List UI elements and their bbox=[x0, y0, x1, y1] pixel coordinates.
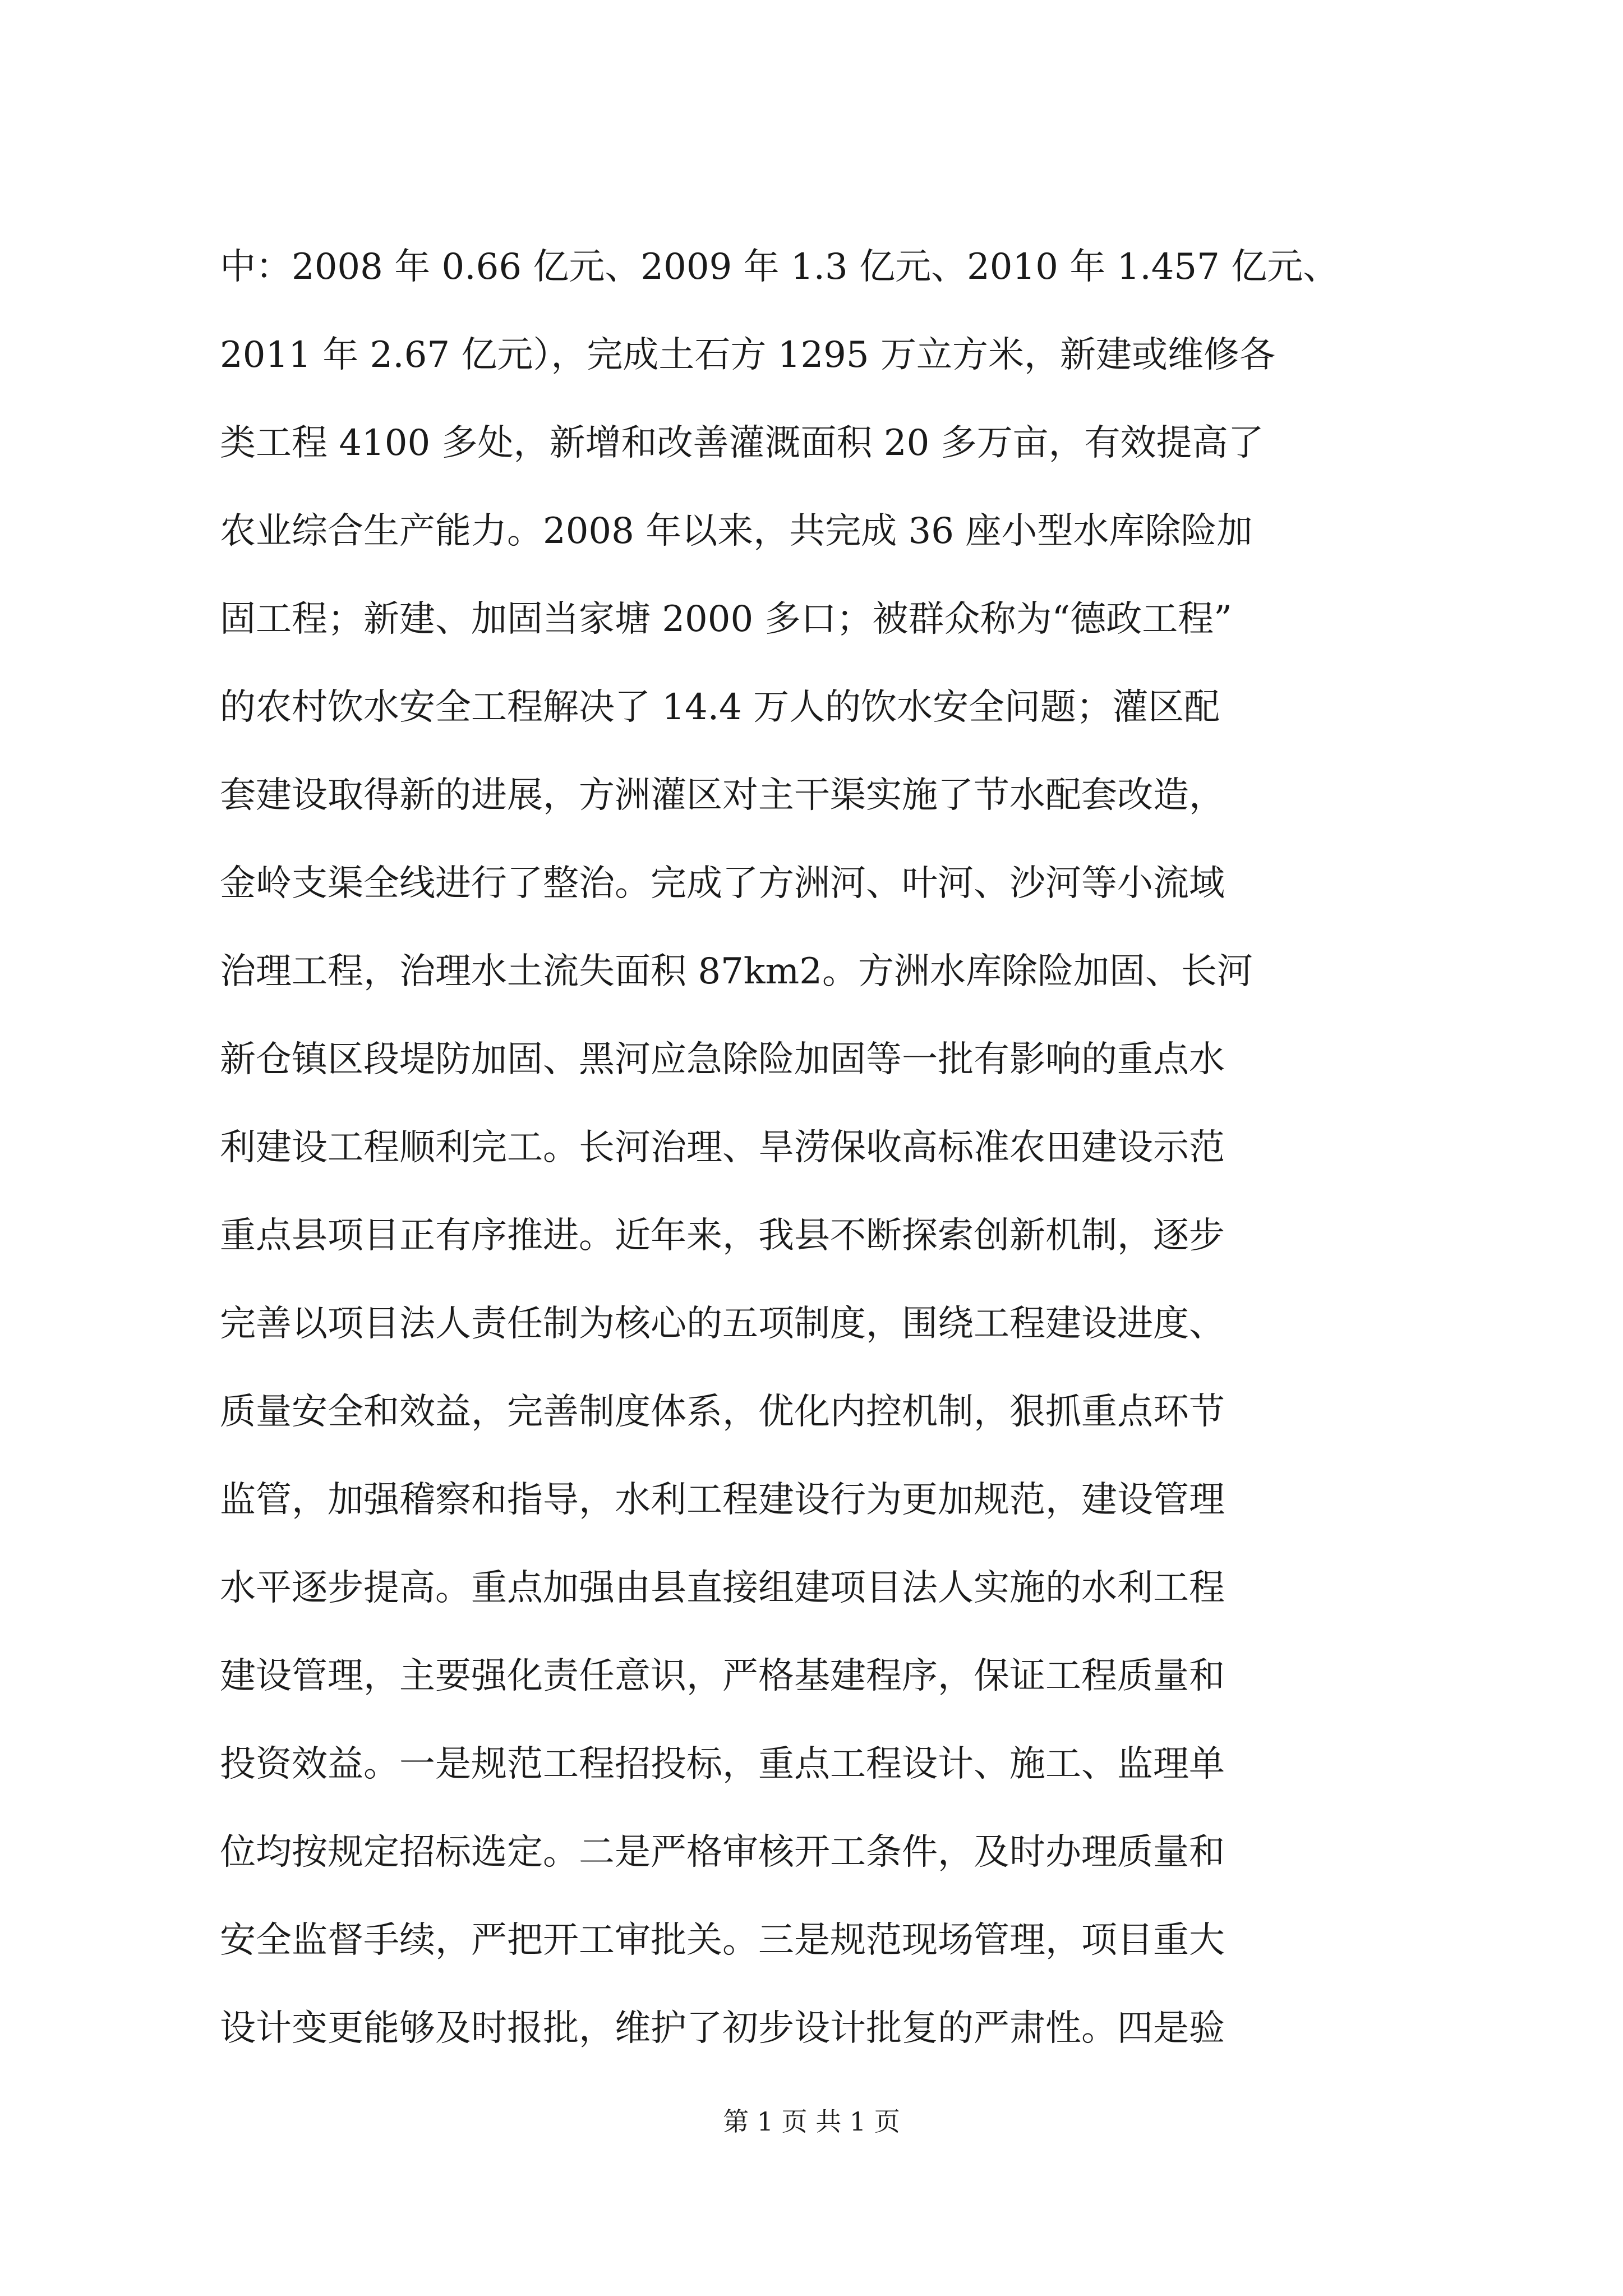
text-line: 套建设取得新的进展，方洲灌区对主干渠实施了节水配套改造， bbox=[220, 775, 1225, 816]
text-line: 建设管理，主要强化责任意识，严格基建程序，保证工程质量和 bbox=[220, 1655, 1225, 1697]
text-line: 质量安全和效益，完善制度体系，优化内控机制，狠抓重点环节 bbox=[220, 1391, 1225, 1433]
text-line: 完善以项目法人责任制为核心的五项制度，围绕工程建设进度、 bbox=[220, 1303, 1225, 1345]
text-line: 设计变更能够及时报批，维护了初步设计批复的严肃性。四是验 bbox=[220, 2008, 1225, 2049]
text-line: 水平逐步提高。重点加强由县直接组建项目法人实施的水利工程 bbox=[220, 1567, 1225, 1609]
text-line: 治理工程，治理水土流失面积 87km2。方洲水库除险加固、长河 bbox=[220, 951, 1253, 992]
text-line: 利建设工程顺利完工。长河治理、旱涝保收高标准农田建设示范 bbox=[220, 1127, 1225, 1168]
text-line: 固工程；新建、加固当家塘 2000 多口；被群众称为“德政工程” bbox=[220, 599, 1232, 640]
body-text bbox=[220, 223, 1414, 2073]
text-line: 投资效益。一是规范工程招投标，重点工程设计、施工、监理单 bbox=[220, 1743, 1225, 1785]
text-line: 新仓镇区段堤防加固、黑河应急除险加固等一批有影响的重点水 bbox=[220, 1039, 1225, 1080]
text-line: 位均按规定招标选定。二是严格审核开工条件，及时办理质量和 bbox=[220, 1832, 1225, 1873]
text-line: 农业综合生产能力。2008 年以来，共完成 36 座小型水库除险加 bbox=[220, 510, 1253, 552]
text-line: 安全监督手续，严把开工审批关。三是规范现场管理，项目重大 bbox=[220, 1920, 1225, 1961]
text-line: 的农村饮水安全工程解决了 14.4 万人的饮水安全问题；灌区配 bbox=[220, 687, 1220, 728]
text-line: 类工程 4100 多处，新增和改善灌溉面积 20 多万亩，有效提高了 bbox=[220, 422, 1264, 464]
text-line: 重点县项目正有序推进。近年来，我县不断探索创新机制，逐步 bbox=[220, 1215, 1225, 1257]
text-line: 金岭支渠全线进行了整治。完成了方洲河、叶河、沙河等小流域 bbox=[220, 863, 1225, 904]
text-line: 中：2008 年 0.66 亿元、2009 年 1.3 亿元、2010 年 1.457 亿元、 bbox=[220, 246, 1339, 288]
page-footer: 第 1 页 共 1 页 bbox=[723, 2106, 900, 2137]
text-line: 监管，加强稽察和指导，水利工程建设行为更加规范，建设管理 bbox=[220, 1479, 1225, 1521]
text-line: 2011 年 2.67 亿元），完成土石方 1295 万立方米，新建或维修各 bbox=[220, 334, 1275, 376]
